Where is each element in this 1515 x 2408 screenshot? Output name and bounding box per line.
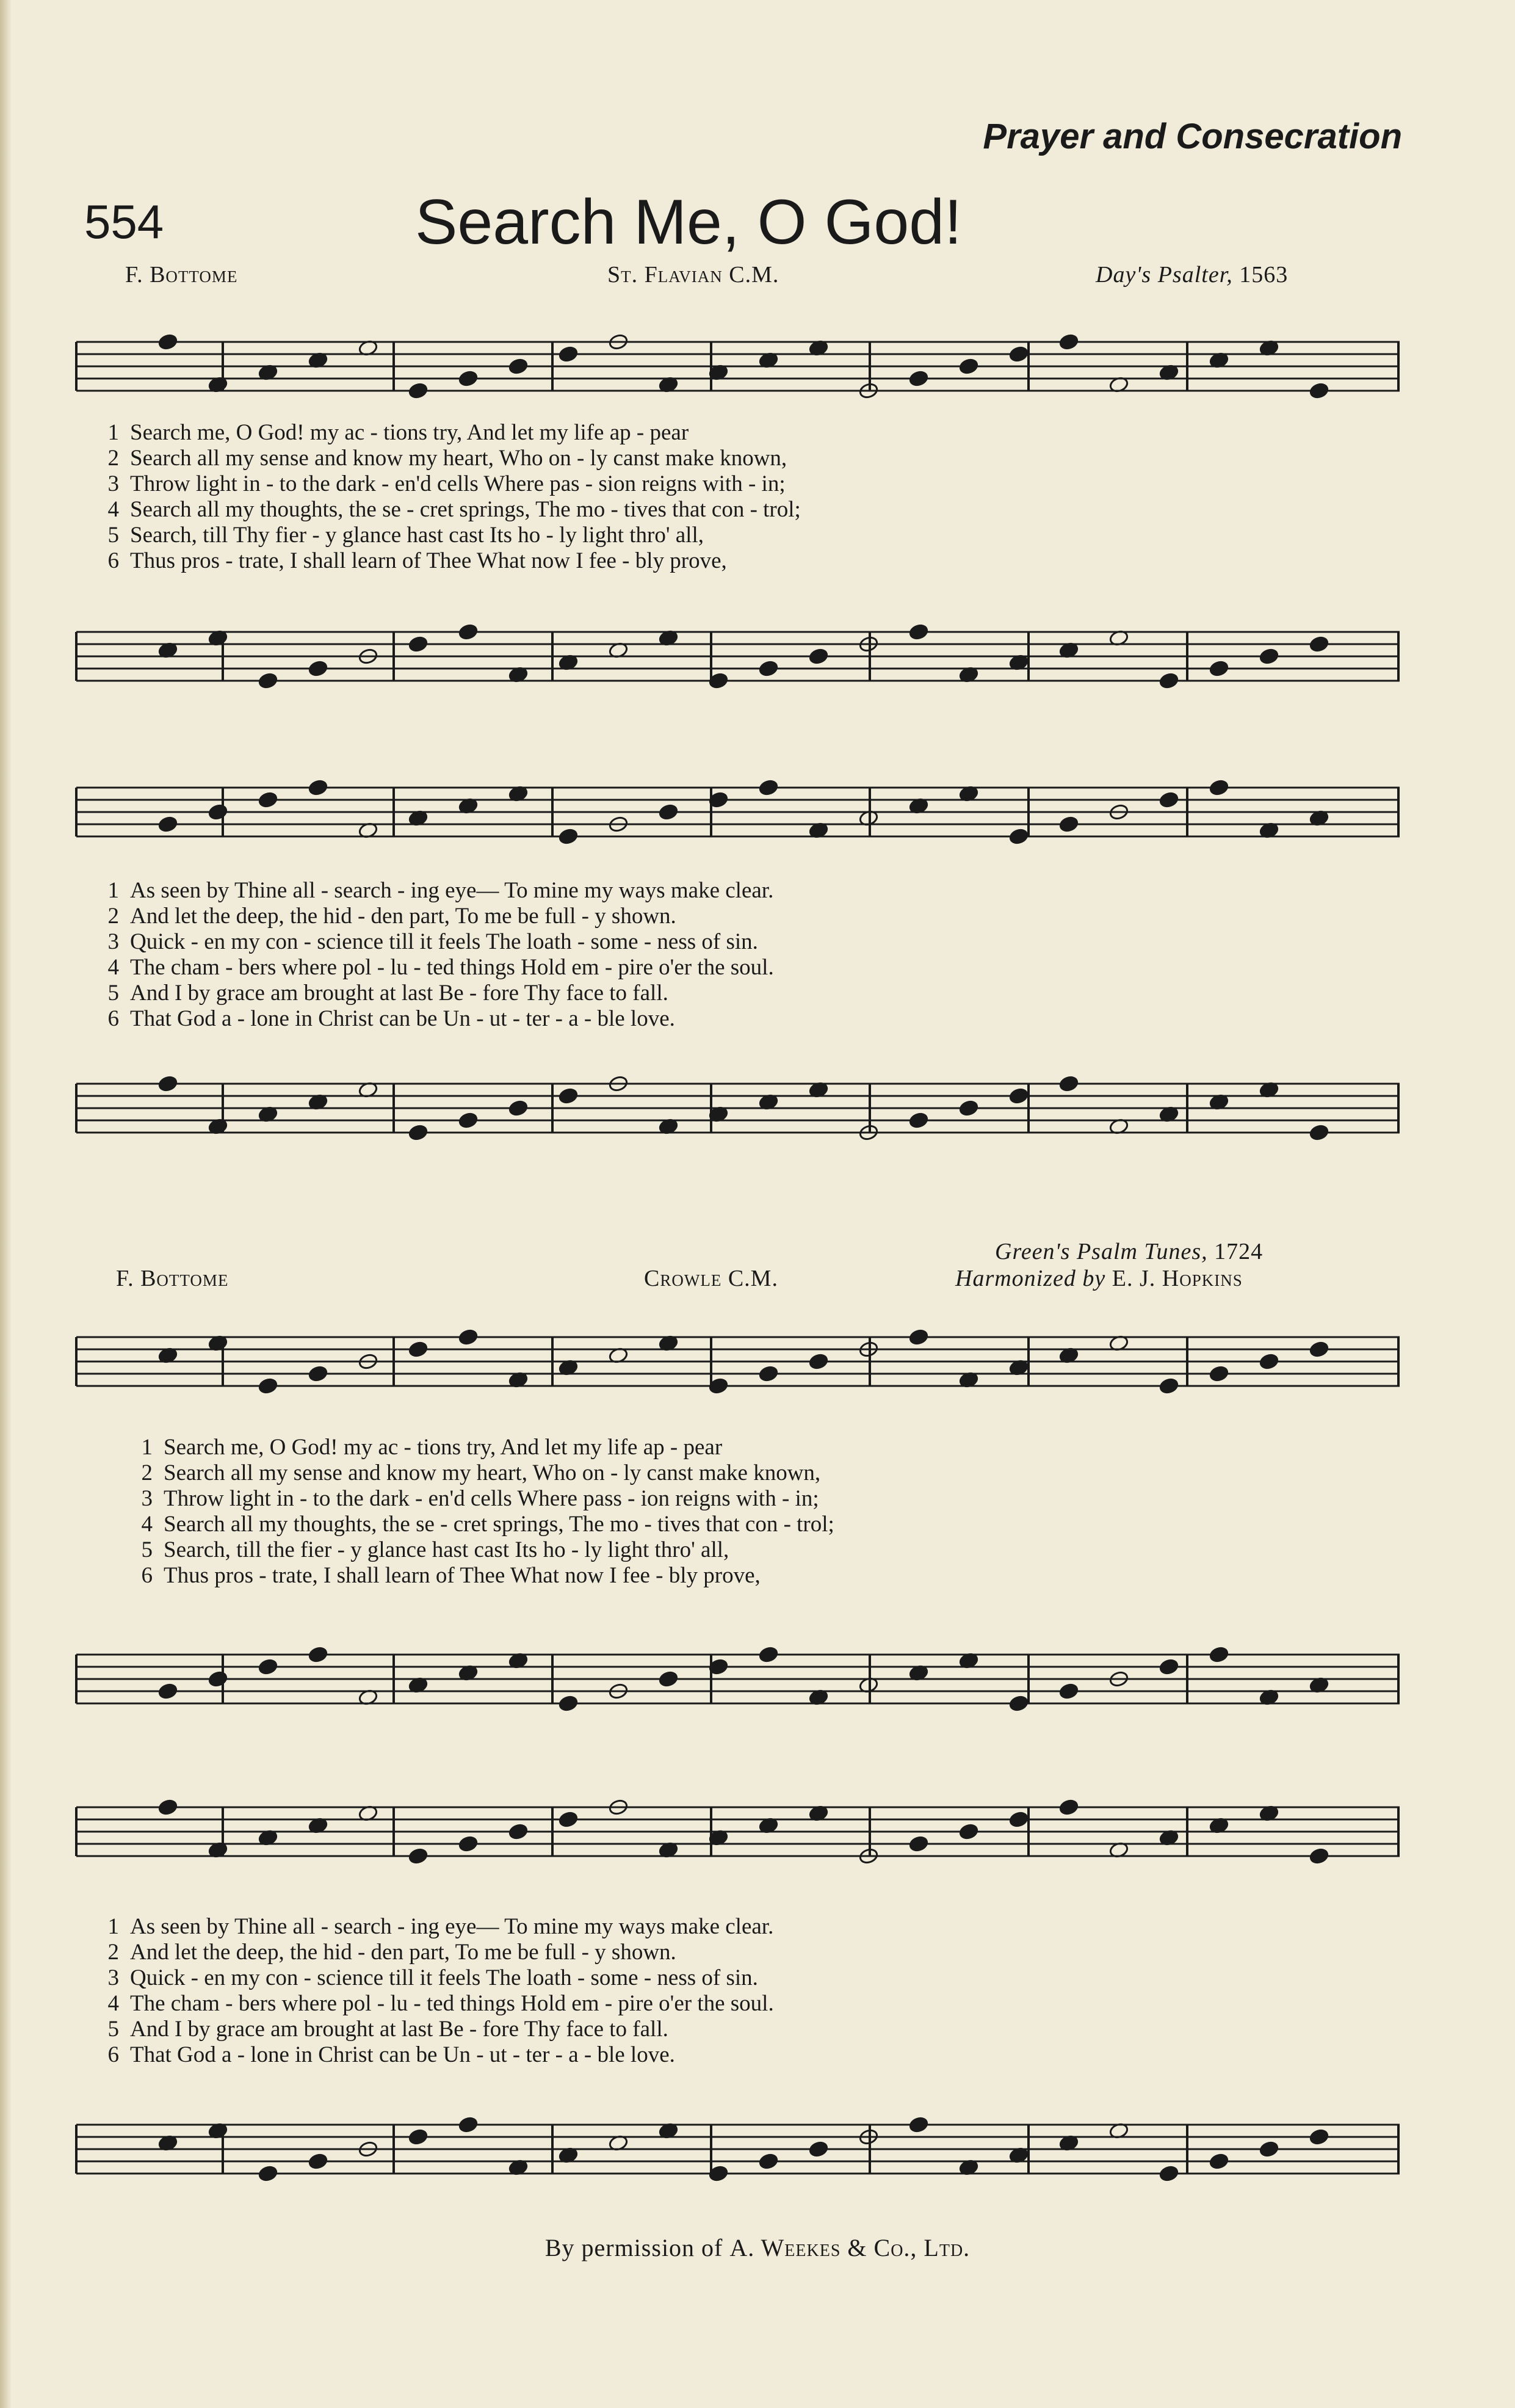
note-head <box>1058 1075 1079 1092</box>
lyric-line: 3 Throw light in - to the dark - en'd cells Where pass - ion reigns with - in; <box>141 1486 819 1511</box>
note-head <box>908 1329 928 1346</box>
note-head <box>1159 791 1179 808</box>
note-head <box>1159 1377 1179 1394</box>
note-head <box>208 803 228 821</box>
note-head <box>308 779 328 796</box>
note-head <box>157 1683 178 1700</box>
note-head <box>458 1835 478 1852</box>
note-head <box>1209 660 1229 677</box>
tune2-harmonized-label: Harmonized by <box>955 1266 1106 1291</box>
tune1-system1-bass-staff <box>76 607 1400 699</box>
tune2-author: F. Bottome <box>116 1266 229 1291</box>
lyric-line: 1 As seen by Thine all - search - ing eye— To mine my ways make clear. <box>107 878 774 903</box>
tune2-system1-treble-staff <box>76 1313 1400 1404</box>
note-head <box>1008 1087 1029 1104</box>
lyric-line: 2 And let the deep, the hid - den part, To me be full - y shown. <box>107 1940 676 1965</box>
note-head <box>908 1835 928 1852</box>
tune2-system1-bass-staff <box>76 1630 1400 1722</box>
lyric-line: 4 The cham - bers where pol - lu - ted things Hold em - pire o'er the soul. <box>107 1991 774 2016</box>
lyric-line: 5 Search, till the fier - y glance hast cast Its ho - ly light thro' all, <box>141 1537 729 1562</box>
lyric-line: 6 That God a - lone in Christ can be Un - ut - ter - a - ble love. <box>107 2042 675 2067</box>
note-head <box>1209 779 1229 796</box>
note-head <box>558 1695 578 1712</box>
note-head <box>1309 2128 1329 2145</box>
hymn-number: 554 <box>84 195 164 248</box>
note-head <box>758 1646 778 1663</box>
note-head <box>1008 1695 1029 1712</box>
tune1-name: St. Flavian C.M. <box>607 262 779 288</box>
note-head <box>658 803 678 821</box>
note-head <box>458 1329 478 1346</box>
tune1-source <box>1096 261 1288 288</box>
tune1-system2-lyrics <box>76 878 1400 1032</box>
note-head <box>1309 1848 1329 1865</box>
note-head <box>908 1112 928 1129</box>
note-head <box>1058 816 1079 833</box>
lyric-line: 2 Search all my sense and know my heart, Who on - ly canst make known, <box>141 1460 821 1485</box>
note-head <box>1058 1799 1079 1816</box>
permission-footer <box>0 2233 1515 2262</box>
lyric-line: 5 And I by grace am brought at last Be - fore Thy face to fall. <box>107 2017 668 2042</box>
note-head <box>258 672 278 689</box>
note-head <box>408 1848 428 1865</box>
note-head <box>458 1112 478 1129</box>
note-head <box>1008 346 1029 363</box>
note-head <box>458 623 478 640</box>
note-head <box>508 1100 528 1117</box>
tune2-source-year: 1724 <box>1214 1239 1264 1264</box>
note-head <box>508 1823 528 1840</box>
note-head <box>758 660 778 677</box>
lyric-line: 3 Quick - en my con - science till it feels The loath - some - ness of sin. <box>107 1965 758 1990</box>
lyric-line: 5 Search, till Thy fier - y glance hast cast Its ho - ly light thro' all, <box>107 523 704 548</box>
note-head <box>808 1353 828 1370</box>
book-spine-shadow <box>0 0 11 2408</box>
lyric-line: 6 Thus pros - trate, I shall learn of Thee What now I fee - bly prove, <box>107 548 727 573</box>
lyric-line: 4 Search all my thoughts, the se - cret springs, The mo - tives that con - trol; <box>107 497 801 522</box>
tune1-author: F. Bottome <box>125 262 238 288</box>
tune1-source-year: 1563 <box>1239 262 1289 288</box>
note-head <box>758 1365 778 1382</box>
note-head <box>308 660 328 677</box>
lyric-line: 4 Search all my thoughts, the se - cret springs, The mo - tives that con - trol; <box>141 1512 834 1537</box>
note-head <box>958 358 978 375</box>
note-head <box>258 1658 278 1675</box>
note-head <box>157 816 178 833</box>
note-head <box>1159 2165 1179 2182</box>
note-head <box>1309 1341 1329 1358</box>
footer-prefix: By permission of <box>544 2234 723 2261</box>
note-head <box>558 828 578 845</box>
tune2-harmonizer-name: E. J. Hopkins <box>1112 1266 1243 1291</box>
note-head <box>1058 1683 1079 1700</box>
note-head <box>1259 648 1279 665</box>
note-head <box>308 1365 328 1382</box>
note-head <box>408 2128 428 2145</box>
note-head <box>408 636 428 653</box>
tune1-system1-lyrics <box>76 420 1400 574</box>
note-head <box>157 1799 178 1816</box>
lyric-line: 1 As seen by Thine all - search - ing eye— To mine my ways make clear. <box>107 1914 774 1939</box>
note-head <box>258 791 278 808</box>
hymn-title: Search Me, O God! <box>415 187 962 258</box>
note-head <box>908 623 928 640</box>
tune2-source-name: Green's Psalm Tunes, <box>995 1239 1208 1264</box>
lyric-line: 1 Search me, O God! my ac - tions try, And let my life ap - pear <box>107 420 689 445</box>
note-head <box>758 779 778 796</box>
tune1-source-name: Day's Psalter, <box>1096 262 1233 288</box>
tune1-system1-treble-staff <box>76 317 1400 409</box>
tune2-harmonizer <box>955 1265 1243 1292</box>
note-head <box>1259 2141 1279 2158</box>
tune2-system2-lyrics <box>76 1914 1400 2068</box>
tune1-system2-treble-staff <box>76 763 1400 855</box>
tune2-system2-bass-staff <box>76 2100 1400 2192</box>
lyric-line: 4 The cham - bers where pol - lu - ted things Hold em - pire o'er the soul. <box>107 955 774 980</box>
lyric-line: 6 That God a - lone in Christ can be Un - ut - ter - a - ble love. <box>107 1006 675 1031</box>
note-head <box>1309 382 1329 399</box>
note-head <box>1159 672 1179 689</box>
note-head <box>157 333 178 350</box>
note-head <box>508 358 528 375</box>
note-head <box>558 1087 578 1104</box>
note-head <box>1209 1365 1229 1382</box>
note-head <box>408 1341 428 1358</box>
note-head <box>1309 636 1329 653</box>
tune2-name: Crowle C.M. <box>644 1266 778 1291</box>
tune1-system2-bass-staff <box>76 1059 1400 1151</box>
lyric-line: 3 Throw light in - to the dark - en'd cells Where pas - sion reigns with - in; <box>107 471 786 496</box>
note-head <box>408 1124 428 1141</box>
lyric-line: 2 And let the deep, the hid - den part, To me be full - y shown. <box>107 904 676 929</box>
tune2-system1-lyrics <box>110 1435 1433 1589</box>
note-head <box>758 2153 778 2170</box>
note-head <box>958 1100 978 1117</box>
note-head <box>208 1670 228 1688</box>
note-head <box>558 346 578 363</box>
note-head <box>458 370 478 387</box>
note-head <box>1058 333 1079 350</box>
note-head <box>1259 1353 1279 1370</box>
lyric-line: 5 And I by grace am brought at last Be - fore Thy face to fall. <box>107 981 668 1006</box>
note-head <box>558 1811 578 1828</box>
note-head <box>658 1670 678 1688</box>
lyric-line: 6 Thus pros - trate, I shall learn of Thee What now I fee - bly prove, <box>141 1563 761 1588</box>
note-head <box>258 2165 278 2182</box>
footer-publisher: A. Weekes & Co., Ltd. <box>729 2234 971 2261</box>
note-head <box>157 1075 178 1092</box>
note-head <box>1309 1124 1329 1141</box>
note-head <box>408 382 428 399</box>
lyric-line: 2 Search all my sense and know my heart, Who on - ly canst make known, <box>107 446 787 471</box>
note-head <box>958 1823 978 1840</box>
note-head <box>808 2141 828 2158</box>
tune2-system2-treble-staff <box>76 1783 1400 1874</box>
note-head <box>1209 1646 1229 1663</box>
note-head <box>458 2116 478 2133</box>
note-head <box>908 370 928 387</box>
note-head <box>258 1377 278 1394</box>
note-head <box>808 648 828 665</box>
note-head <box>908 2116 928 2133</box>
note-head <box>1008 1811 1029 1828</box>
lyric-line: 1 Search me, O God! my ac - tions try, And let my life ap - pear <box>141 1435 723 1460</box>
note-head <box>1159 1658 1179 1675</box>
note-head <box>308 1646 328 1663</box>
lyric-line: 3 Quick - en my con - science till it feels The loath - some - ness of sin. <box>107 929 758 954</box>
section-title: Prayer and Consecration <box>983 117 1402 156</box>
tune2-source <box>995 1238 1263 1265</box>
note-head <box>1209 2153 1229 2170</box>
note-head <box>308 2153 328 2170</box>
note-head <box>1008 828 1029 845</box>
